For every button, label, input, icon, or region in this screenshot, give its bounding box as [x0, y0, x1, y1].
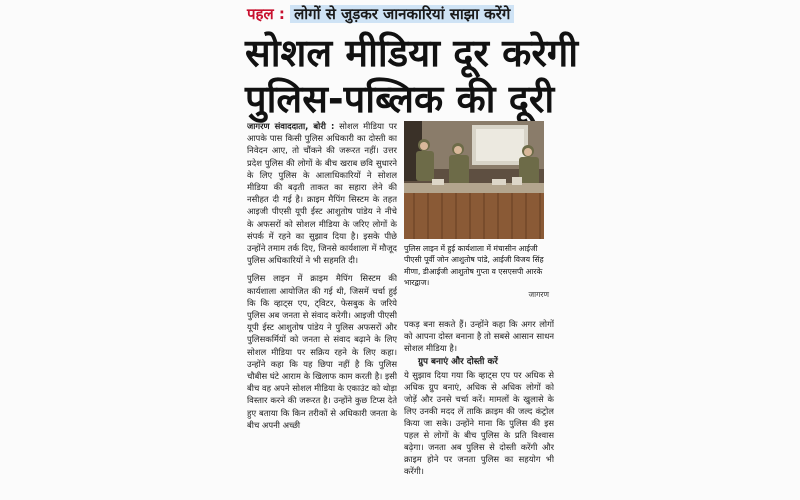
kicker — [247, 4, 514, 24]
article-paragraph-3: पकड़ बना सकते हैं। उन्होंने कहा कि अगर लोगों को आपना दोस्त बनाना है तो सबसे आसान साधन सोशल मीडिया है। — [404, 319, 554, 353]
headline — [245, 30, 579, 122]
headline-line-2: पुलिस-पब्लिक की दूरी — [245, 77, 555, 121]
article-subhead: ग्रुप बनाएं और दोस्ती करें — [418, 357, 498, 367]
paragraph-1-text: सोशल मीडिया पर आपके पास किसी पुलिस अधिकारी का दोस्ती का निवेदन आए, तो चौंकने की जरूरत नहीं। उत्तर प्रदेश पुलिस की लोगों के बीच खराब छवि सुधारने के लिए पुलिस के आलाधिकारियों ने सोशल मीडिया की बढ़ती ताकत का सहारा लेने की नसीहत दी गई है। क्राइम मैपिंग सिस्टम के तहत आइजी पीएसी यूपी ईस्ट आशुतोष पांडेय ने नीचे के अफसरों को सोशल मीडिया के जरिए लोगों के संपर्क में रहने का सुझाव दिया है। इसके पीछे उन्होंने तमाम तर्क दिए, जिनसे कार्यशाला में मौजूद पुलिस अधिकारियों ने भी सहमति दी। — [247, 121, 397, 266]
kicker-label: पहल : — [247, 5, 285, 23]
dateline: जागरण संवाददाता, बोरी : — [247, 121, 335, 131]
kicker-text: लोगों से जुड़कर जानकारियां साझा करेंगे — [290, 5, 514, 23]
article-column-left — [247, 120, 397, 496]
photo-caption — [404, 243, 549, 300]
photo-credit: जागरण — [528, 289, 549, 299]
article-column-right — [404, 318, 554, 496]
photo-credit-row — [404, 289, 549, 300]
headline-line-1: सोशल मीडिया दूर करेगी — [245, 31, 579, 75]
article-paragraph-2: पुलिस लाइन में क्राइम मैपिंग सिस्टम की कार्यशाला आयोजित की गई थी, जिसमें चर्चा हुई कि कि व्हाट्स एप, ट्विटर, फेसबुक के जरिये पुलिस अब जनता से संवाद करेगी। आइजी पीएसी यूपी ईस्ट आशुतोष पांडेय ने पुलिस अफसरों और पुलिसकर्मियों को जनता से संवाद बढ़ाने के लिए सोशल मीडिया पर सक्रिय रहने के लिए कहा। उन्होंने कहा कि यह छिपा नहीं है कि पुलिस चौबीस घंटे आराम के खिलाफ काम करती है। इसी बीच वह अपने सोशल मीडिया के एकाउंट को थोड़ा विस्तार करने की जरूरत है। उन्होंने कुछ टिप्स देते हुए बताया कि किन तरीकों से अधिकारी जनता के बीच अपनी अच्छी — [247, 273, 397, 430]
photo-caption-text: पुलिस लाइन में हुई कार्यशाला में मंचासीन आईजी पीएसी पूर्वी जोन आशुतोष पांडे, आईजी विजय सिंह मीणा, डीआईजी आशुतोष गुप्ता व एसएसपी आरके भारद्वाज। — [404, 244, 544, 288]
article-paragraph-1 — [247, 120, 397, 266]
article-paragraph-4: ये सुझाव दिया गया कि व्हाट्स एप पर अधिक से अधिक ग्रुप बनाएं, अधिक से अधिक लोगों को जोड़ें और उनसे चर्चा करें। मामलों के खुलासे के लिए उनकी मदद लें ताकि क्राइम की जल्द कंट्रोल किया जा सके। उन्होंने माना कि पुलिस की इस पहल से लोगों के बीच पुलिस के प्रति विश्वास बढ़ेगा। जनता अब पुलिस से दोस्ती करेंगी और क्राइम होने पर जनता पुलिस का सहयोग भी करेंगी। — [404, 370, 554, 476]
photo-illustration — [404, 121, 544, 239]
news-photo — [404, 121, 544, 239]
